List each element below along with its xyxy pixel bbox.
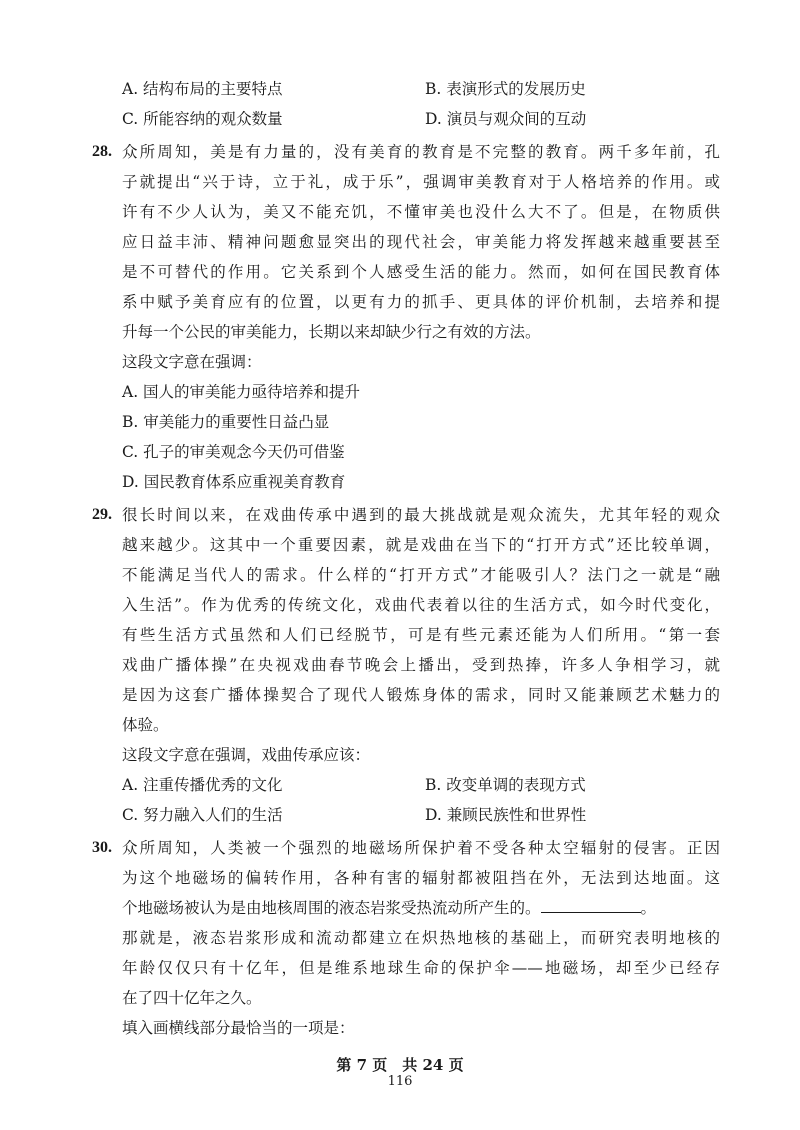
q28-option-b: B. 审美能力的重要性日益凸显 bbox=[122, 413, 330, 431]
q29-line-7: 是因为这套广播体操契合了现代人锻炼身体的需求，同时又能兼顾艺术魅力的 bbox=[122, 686, 720, 704]
q29-line-3: 不能满足当代人的需求。什么样的“打开方式”才能吸引人？法门之一就是“融 bbox=[122, 566, 720, 584]
q30-line-4: 那就是，液态岩浆形成和流动都建立在炽热地核的基础上，而研究表明地核的 bbox=[122, 929, 720, 947]
q29-option-d: D. 兼顾民族性和世界性 bbox=[425, 806, 587, 824]
q29-option-c: C. 努力融入人们的生活 bbox=[122, 806, 283, 824]
answer-blank bbox=[541, 898, 641, 913]
sheet-number: 116 bbox=[387, 1074, 413, 1089]
q27-option-d: D. 演员与观众间的互动 bbox=[425, 110, 587, 128]
q28-number: 28. bbox=[92, 143, 112, 160]
q30-line-5: 年龄仅仅只有十亿年，但是维系地球生命的保护伞——地磁场，却至少已经存 bbox=[122, 959, 720, 977]
q30-line-3-text: 个地磁场被认为是由地核周围的液态岩浆受热流动所产生的。 bbox=[122, 899, 541, 917]
q30-number: 30. bbox=[92, 839, 112, 856]
q28-line-5: 是不可替代的作用。它关系到个人感受生活的能力。然而，如何在国民教育体 bbox=[122, 263, 720, 281]
q28-option-a: A. 国人的审美能力亟待培养和提升 bbox=[122, 383, 361, 401]
q30-prompt: 填入画横线部分最恰当的一项是： bbox=[122, 1019, 355, 1037]
q28-option-d: D. 国民教育体系应重视美育教育 bbox=[122, 473, 346, 491]
q29-option-b: B. 改变单调的表现方式 bbox=[425, 776, 586, 794]
q30-line-6: 在了四十亿年之久。 bbox=[122, 989, 262, 1007]
q30-line-3-end: 。 bbox=[640, 899, 657, 917]
q30-line-1: 众所周知，人类被一个强烈的地磁场所保护着不受各种太空辐射的侵害。正因 bbox=[122, 839, 720, 857]
q28-line-6: 系中赋予美育应有的位置，以更有力的抓手、更具体的评价机制，去培养和提 bbox=[122, 293, 720, 311]
q29-number: 29. bbox=[92, 506, 112, 523]
page-number-label: 第 7 页 共 24 页 bbox=[336, 1056, 464, 1074]
q30-line-2: 为这个地磁场的偏转作用，各种有害的辐射都被阻挡在外，无法到达地面。这 bbox=[122, 869, 720, 887]
q29-line-6: 戏曲广播体操”在央视戏曲春节晚会上播出，受到热捧，许多人争相学习，就 bbox=[122, 656, 720, 674]
q29-prompt: 这段文字意在强调，戏曲传承应该： bbox=[122, 746, 371, 764]
q27-option-a: A. 结构布局的主要特点 bbox=[122, 80, 283, 98]
q28-line-3: 许有不少人认为，美又不能充饥，不懂审美也没什么大不了。但是，在物质供 bbox=[122, 203, 720, 221]
q29-line-2: 越来越少。这其中一个重要因素，就是戏曲在当下的“打开方式”还比较单调， bbox=[122, 536, 720, 554]
q30-line-3 bbox=[122, 898, 656, 918]
q28-option-c: C. 孔子的审美观念今天仍可借鉴 bbox=[122, 443, 345, 461]
q28-line-2: 子就提出“兴于诗，立于礼，成于乐”，强调审美教育对于人格培养的作用。或 bbox=[122, 173, 720, 191]
q27-option-b: B. 表演形式的发展历史 bbox=[425, 80, 586, 98]
q29-option-a: A. 注重传播优秀的文化 bbox=[122, 776, 283, 794]
q29-line-5: 有些生活方式虽然和人们已经脱节，可是有些元素还能为人们所用。“第一套 bbox=[122, 626, 720, 644]
q29-line-1: 很长时间以来，在戏曲传承中遇到的最大挑战就是观众流失，尤其年轻的观众 bbox=[122, 506, 720, 524]
q28-line-1: 众所周知，美是有力量的，没有美育的教育是不完整的教育。两千多年前，孔 bbox=[122, 143, 720, 161]
q29-line-4: 入生活”。作为优秀的传统文化，戏曲代表着以往的生活方式，如今时代变化， bbox=[122, 596, 720, 614]
q27-option-c: C. 所能容纳的观众数量 bbox=[122, 110, 283, 128]
q28-line-7: 升每一个公民的审美能力，长期以来却缺少行之有效的方法。 bbox=[122, 323, 541, 341]
q29-line-8: 体验。 bbox=[122, 716, 169, 734]
q28-prompt: 这段文字意在强调： bbox=[122, 353, 262, 371]
q28-line-4: 应日益丰沛、精神问题愈显突出的现代社会，审美能力将发挥越来越重要甚至 bbox=[122, 233, 720, 251]
